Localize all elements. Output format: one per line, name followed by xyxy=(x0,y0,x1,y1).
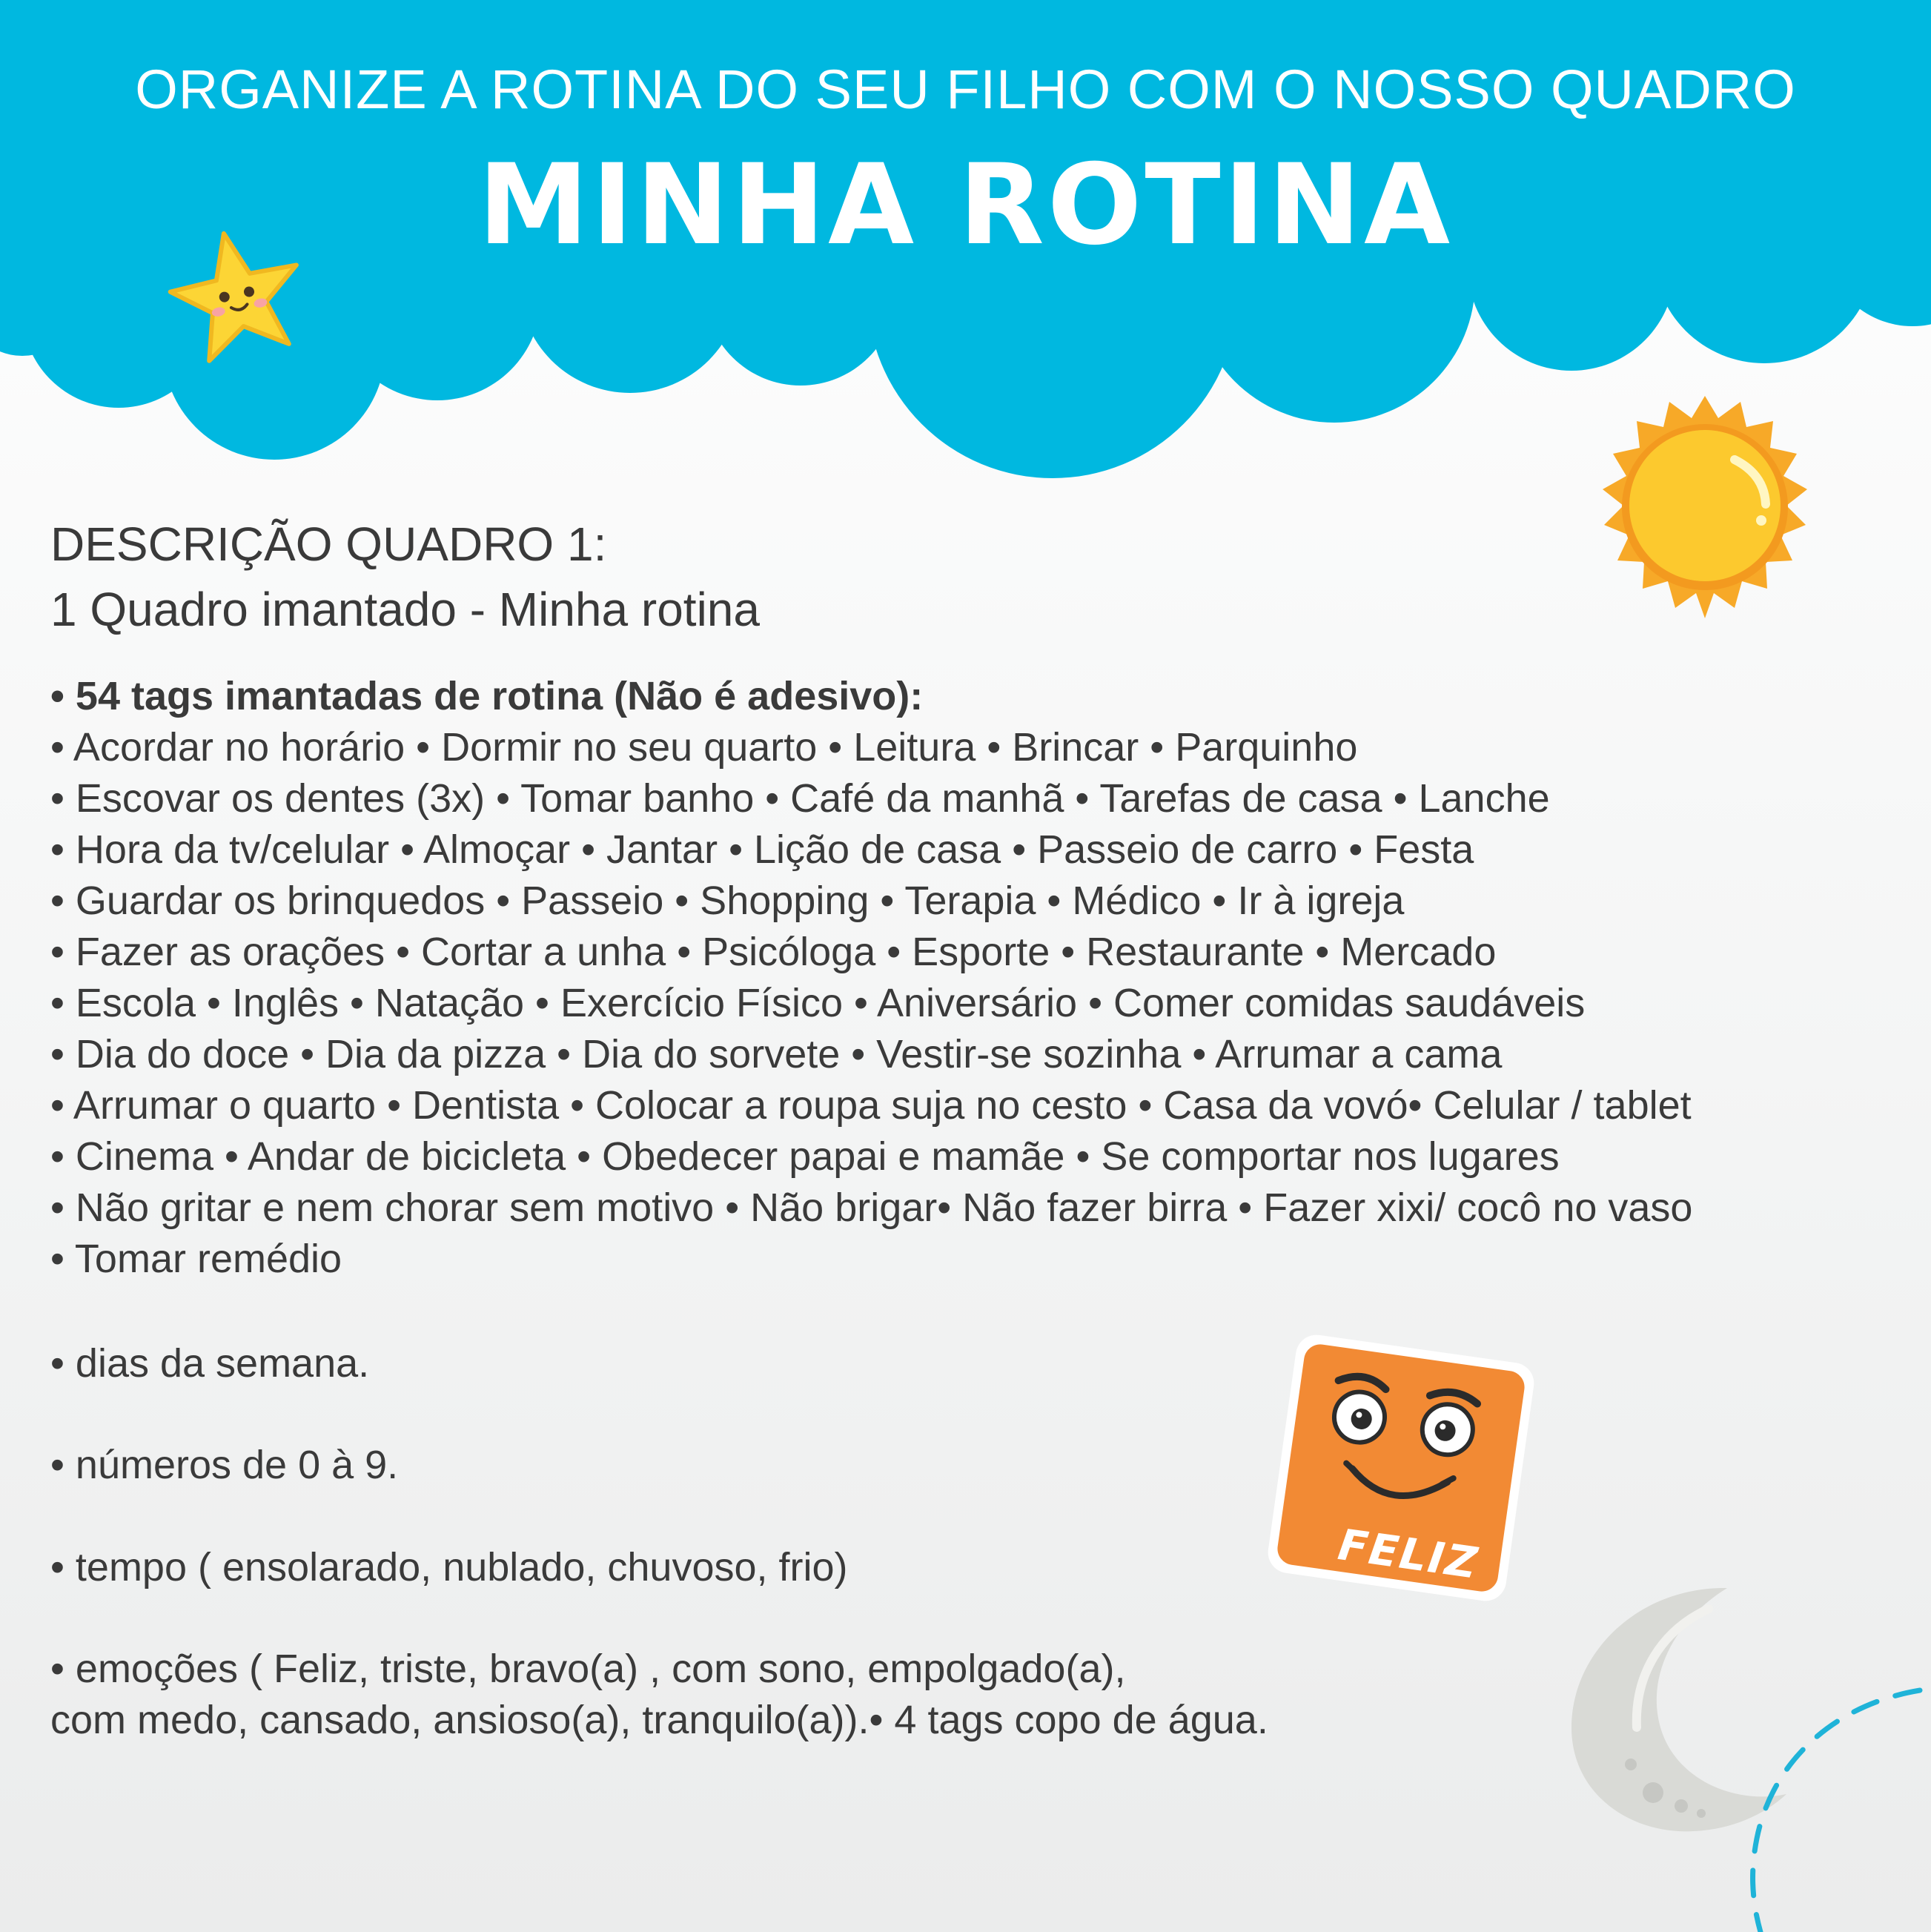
emotion-card-label: FELIZ xyxy=(1335,1519,1482,1589)
tags-list-item: • Acordar no horário • Dormir no seu quarto • Leitura • Brincar • Parquinho xyxy=(50,725,1358,770)
tags-list-item: • Escola • Inglês • Natação • Exercício Físico • Aniversário • Comer comidas saudáveis xyxy=(50,981,1586,1025)
tags-list-item: • Dia do doce • Dia da pizza • Dia do sorvete • Vestir-se sozinha • Arrumar a cama xyxy=(50,1032,1503,1076)
tags-list-item: • 54 tags imantadas de rotina (Não é adesivo): xyxy=(50,674,924,718)
header-title: MINHA ROTINA xyxy=(477,141,1454,270)
emotions-item-line2: com medo, cansado, ansioso(a), tranquilo(a)).• 4 tags copo de água. xyxy=(50,1698,1268,1742)
description-block xyxy=(50,512,760,642)
tags-list-item: • Escovar os dentes (3x) • Tomar banho • Café da manhã • Tarefas de casa • Lanche xyxy=(50,776,1550,821)
tags-list-item: • Hora da tv/celular • Almoçar • Jantar • Lição de casa • Passeio de carro • Festa xyxy=(50,827,1474,872)
description-subheading: 1 Quadro imantado - Minha rotina xyxy=(50,583,760,636)
tags-list-item: • Arrumar o quarto • Dentista • Colocar a roupa suja no cesto • Casa da vovó• Celular / tablet xyxy=(50,1083,1692,1128)
tags-list-item: • Fazer as orações • Cortar a unha • Psicóloga • Esporte • Restaurante • Mercado xyxy=(50,930,1497,974)
weekdays-item: • dias da semana. xyxy=(50,1341,370,1386)
numbers-item: • números de 0 à 9. xyxy=(50,1443,399,1487)
tags-list-item: • Não gritar e nem chorar sem motivo • Não brigar• Não fazer birra • Fazer xixi/ cocô no vaso xyxy=(50,1185,1693,1230)
dashed-path-decoration xyxy=(1720,1675,1931,1932)
tags-list-item: • Cinema • Andar de bicicleta • Obedecer papai e mamãe • Se comportar nos lugares xyxy=(50,1134,1560,1179)
smiling-star-icon xyxy=(167,226,308,367)
emotions-item-line1: • emoções ( Feliz, triste, bravo(a) , com sono, empolgado(a), xyxy=(50,1647,1126,1691)
sun-icon xyxy=(1586,393,1824,630)
tags-list-item: • Guardar os brinquedos • Passeio • Shopping • Terapia • Médico • Ir à igreja xyxy=(50,879,1405,923)
tags-list-item: • Tomar remédio xyxy=(50,1237,342,1281)
weather-item: • tempo ( ensolarado, nublado, chuvoso, frio) xyxy=(50,1545,848,1589)
tags-list xyxy=(50,671,1904,1285)
description-heading: DESCRIÇÃO QUADRO 1: xyxy=(50,517,607,571)
header-subtitle: ORGANIZE A ROTINA DO SEU FILHO COM O NOSSO QUADRO xyxy=(135,59,1796,120)
